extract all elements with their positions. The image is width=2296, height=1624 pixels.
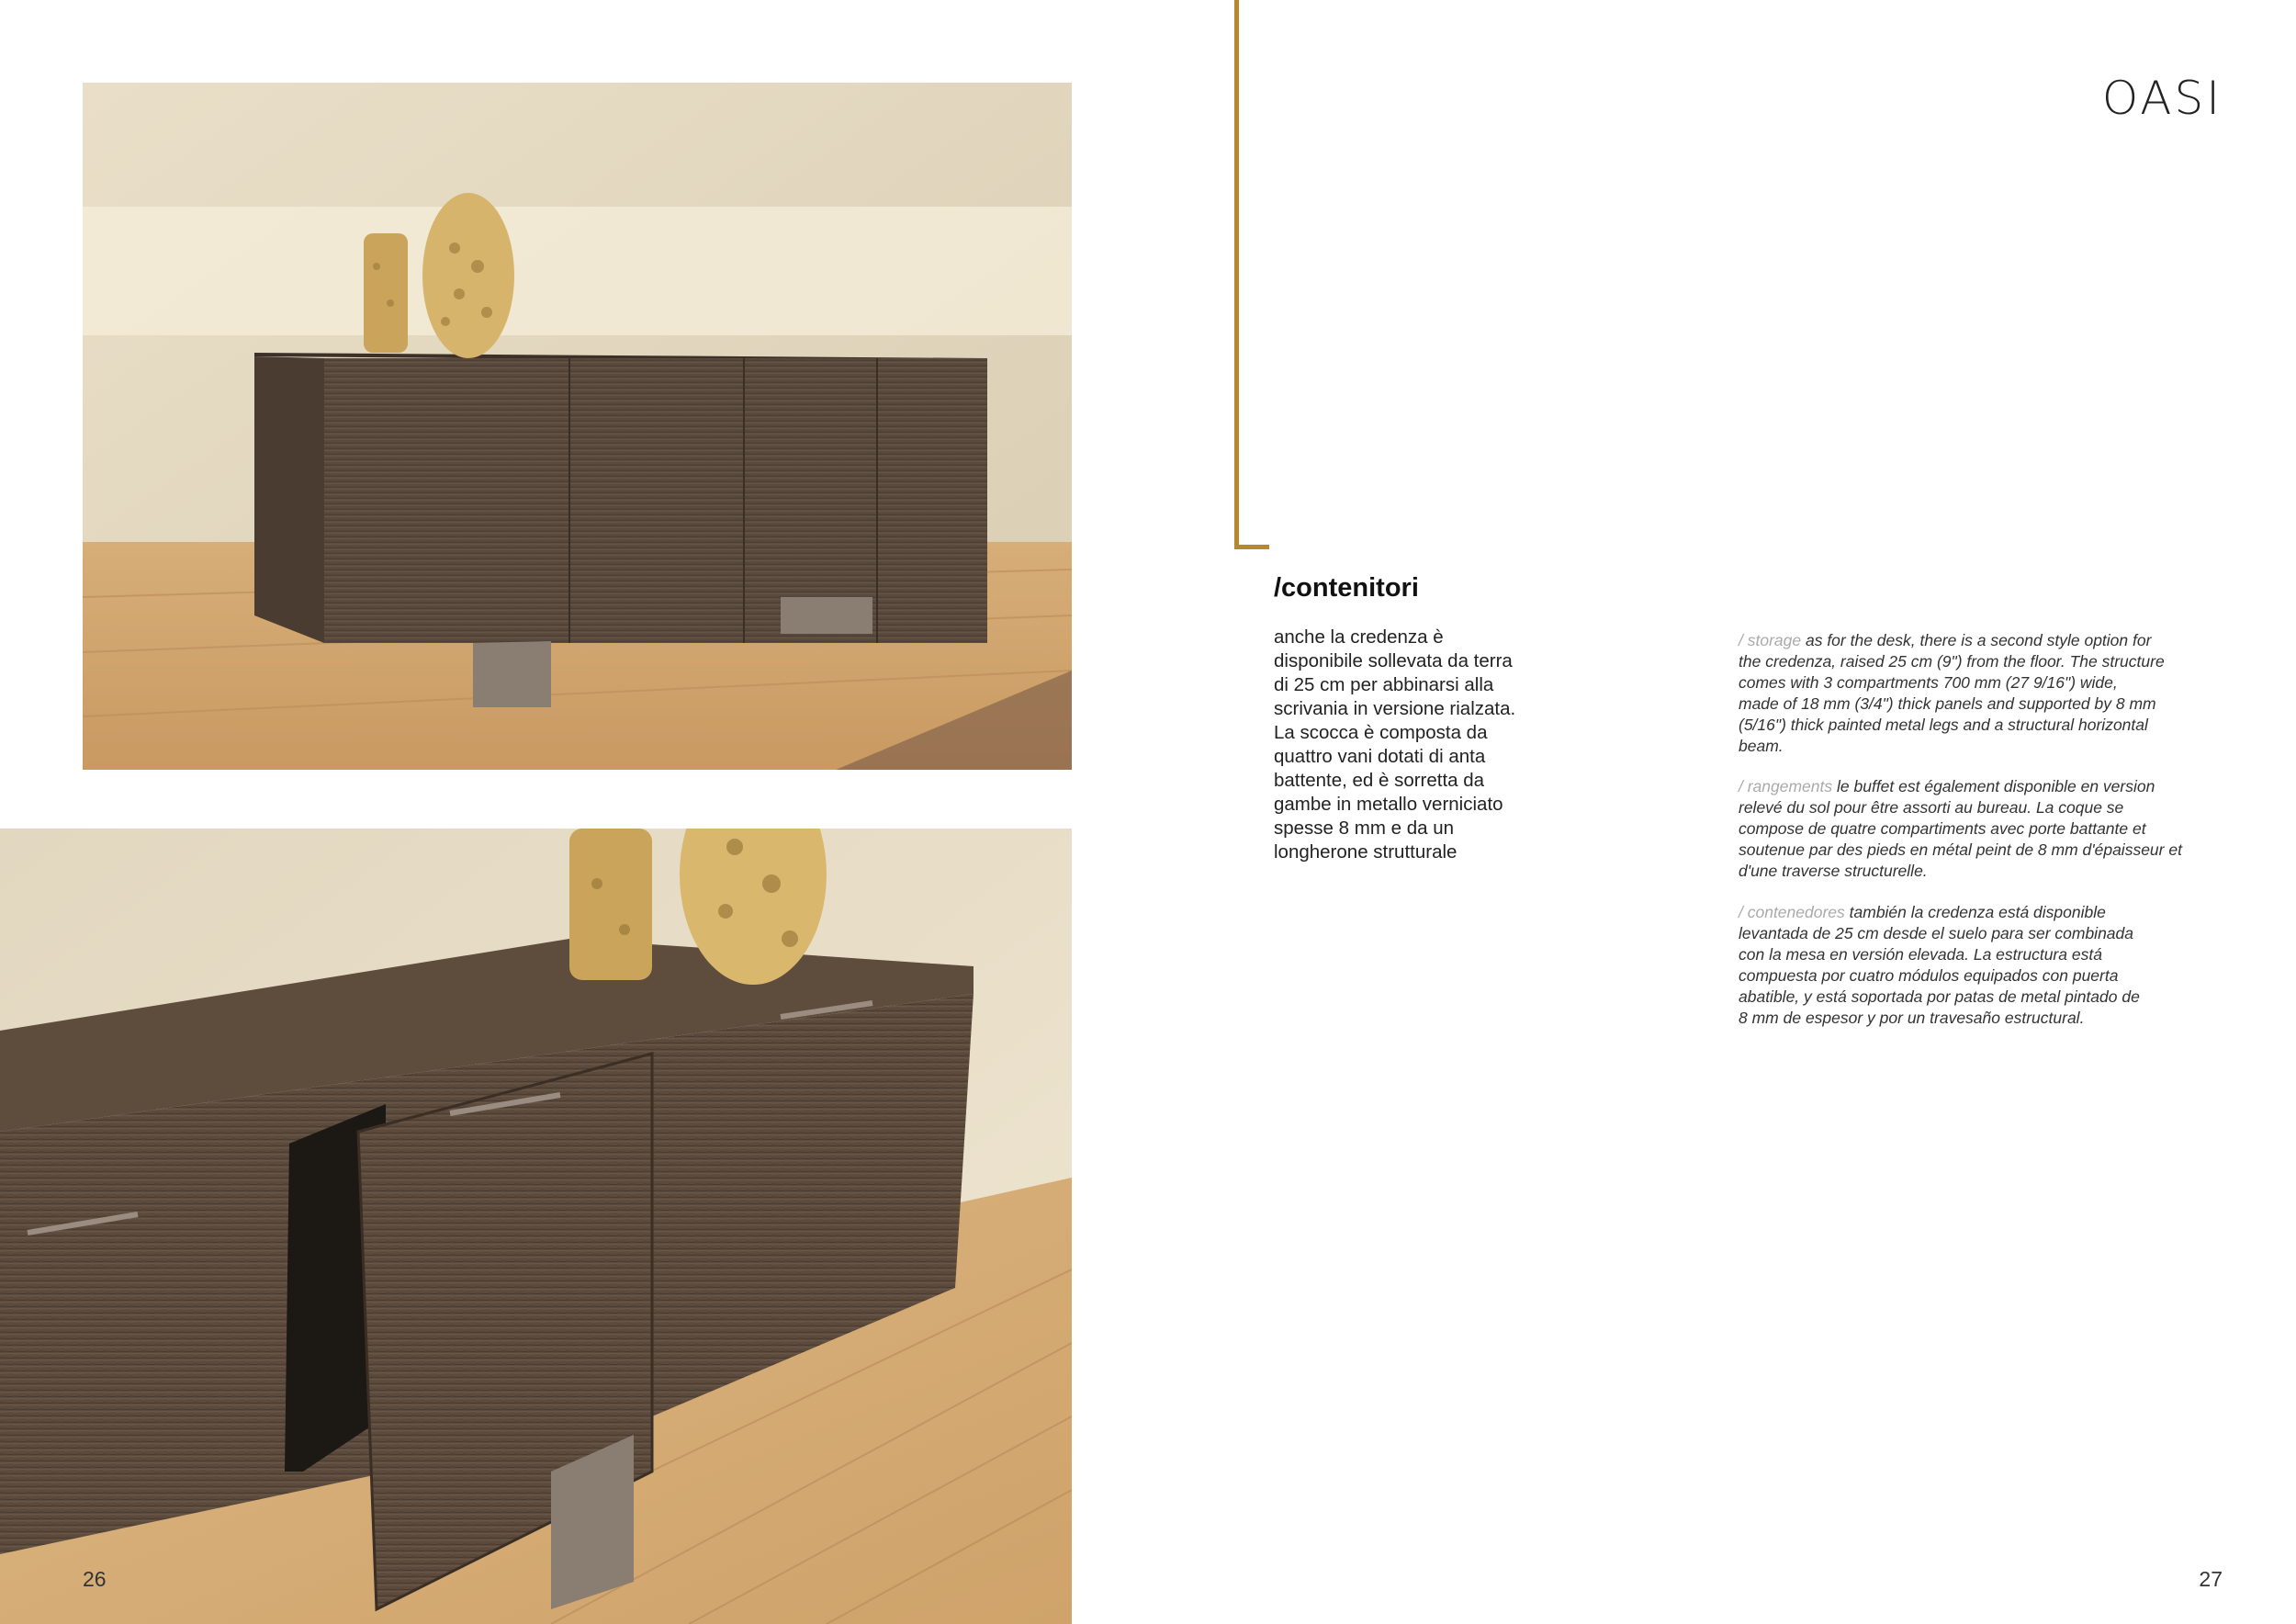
english-description	[1739, 630, 2198, 757]
french-text: le buffet est également disponible en version relevé du sol pour être assorti au bureau. La coque se compose de quatre compartiments avec porte battante et soutenue par des pieds en métal peint de 8 mm d'épaisseur et d'une traverse structurelle.	[1739, 777, 2182, 880]
french-label: / rangements	[1739, 777, 1833, 795]
page-number-right: 27	[2199, 1567, 2223, 1591]
sideboard-photo-top	[83, 83, 1072, 770]
french-description	[1739, 776, 2198, 882]
english-label: / storage	[1739, 631, 1802, 649]
section-title: /contenitori	[1274, 573, 1419, 603]
spanish-description	[1739, 902, 2198, 1029]
gold-vertical-rule	[1234, 0, 1239, 549]
gold-horizontal-rule	[1234, 545, 1269, 549]
spanish-label: / contenedores	[1739, 903, 1845, 921]
spanish-text: también la credenza está disponible levantada de 25 cm desde el suelo para ser combinada con la mesa en versión elevada. La estructura está compuesta por cuatro módulos equipados con puerta abatible, y está soportada por patas de metal pintado de 8 mm de espesor y por un travesaño estructural.	[1739, 903, 2140, 1027]
brand-logo: OASI	[2101, 72, 2223, 125]
page-number-left: 26	[83, 1567, 107, 1591]
sideboard-photo-bottom	[0, 829, 1072, 1624]
english-text: as for the desk, there is a second style option for the credenza, raised 25 cm (9") from the floor. The structure comes with 3 compartments 700 mm (27 9/16") wide, made of 18 mm (3/4") thick panels and supported by 8 mm (5/16") thick painted metal legs and a structural horizontal beam.	[1739, 631, 2165, 755]
italian-description: anche la credenza è disponibile sollevata da terra di 25 cm per abbinarsi alla scrivania in versione rialzata. La scocca è composta da quattro vani dotati di anta battente, ed è sorretta da gambe in metallo verniciato spesse 8 mm e da un longherone strutturale	[1274, 626, 1516, 863]
